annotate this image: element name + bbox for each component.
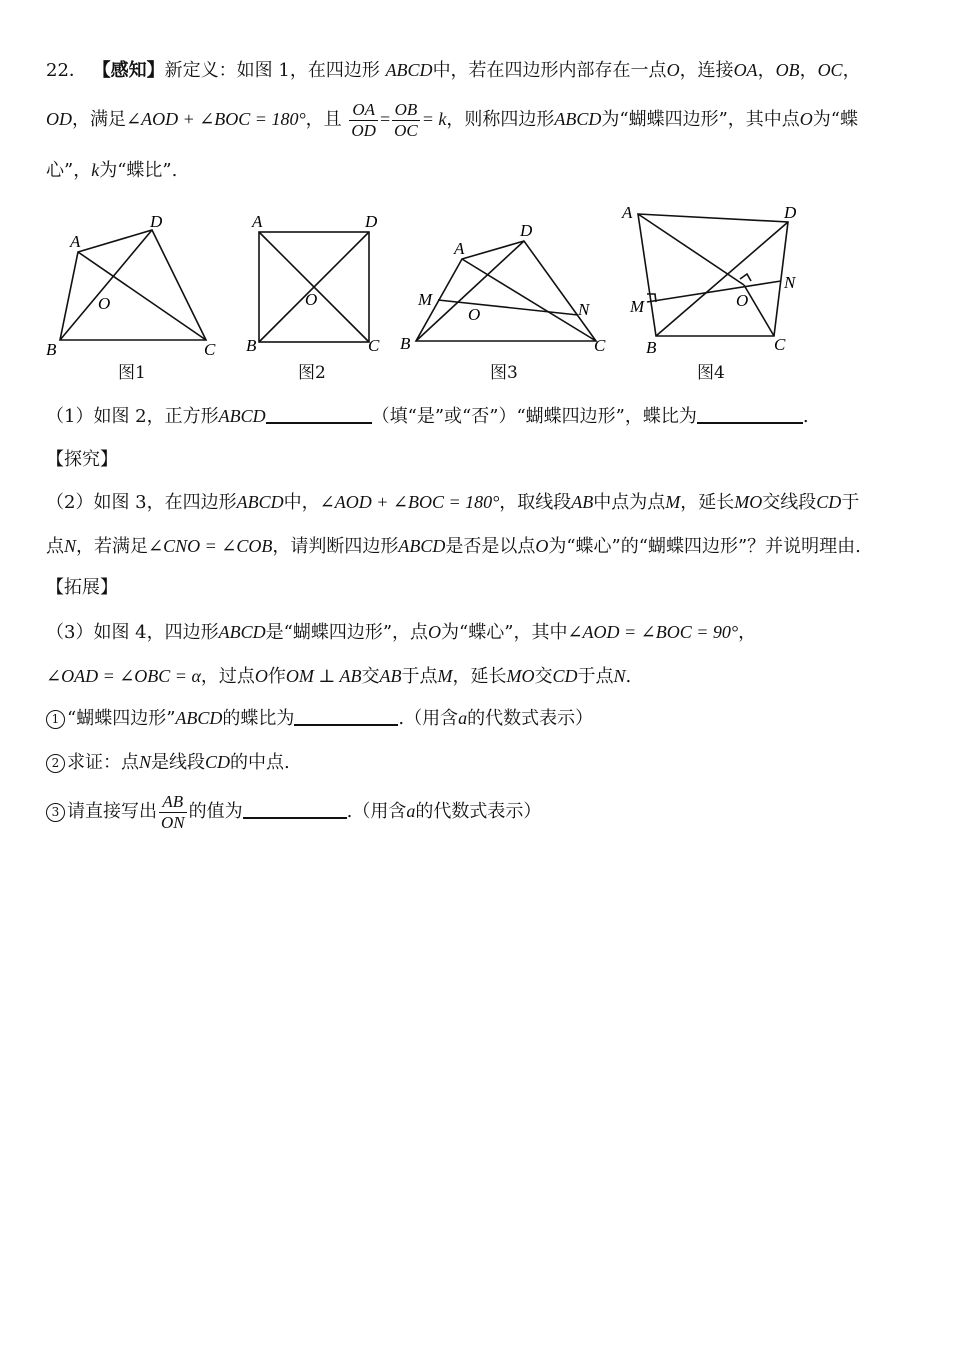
text: .（用含 (398, 708, 459, 729)
text: 为“蝶比”. (99, 160, 178, 181)
math-oc: OC (817, 60, 843, 80)
question-3-line-1 (46, 620, 756, 645)
figure-2-diagram (244, 205, 394, 365)
equals-sign: = (379, 109, 391, 129)
math-condition: ∠CNO = ∠COB (148, 536, 273, 556)
text: . (625, 666, 632, 687)
text: 的代数式表示） (467, 708, 594, 729)
text: 交 (361, 666, 380, 687)
figure-1 (40, 205, 230, 369)
math-o: O (799, 109, 813, 129)
text: 是“蝴蝶四边形”，点 (265, 622, 429, 643)
text: 的代数式表示） (415, 801, 542, 822)
fraction-numerator: AB (159, 792, 187, 813)
label-o: O (98, 294, 111, 313)
text: ，请判断四边形 (272, 536, 399, 557)
label-a: A (454, 239, 465, 258)
math-abcd: ABCD (554, 109, 602, 129)
math-cd: CD (552, 666, 578, 686)
math-ob: OB (775, 60, 800, 80)
circled-number-3: 3 (46, 803, 65, 822)
caption-figure-2: 图2 (298, 363, 326, 383)
math-mo: MO (506, 666, 535, 686)
text: 于点 (577, 666, 614, 687)
text: 新定义：如图 1，在四边形 (164, 60, 380, 81)
text: .（用含 (346, 801, 407, 822)
section-tag-extend: 【拓展】 (46, 577, 118, 598)
math-m: M (437, 666, 453, 686)
text: 交 (534, 666, 553, 687)
label-c: C (368, 336, 380, 355)
label-n: N (784, 273, 796, 292)
text: ， (799, 60, 818, 81)
caption-figure-3: 图3 (490, 363, 518, 383)
label-a: A (622, 203, 633, 222)
section-tag-perceive: 【感知】 (92, 60, 165, 81)
quadrilateral-abcd (60, 230, 206, 340)
math-cd: CD (205, 752, 231, 772)
figure-4-diagram (618, 198, 818, 358)
text: （填“是”或“否”）“蝴蝶四边形”，蝶比为 (371, 406, 697, 427)
question-3-line-2 (46, 664, 631, 689)
figure-2 (244, 205, 394, 369)
math-alpha: a (406, 801, 416, 821)
math-od: OD (46, 109, 72, 129)
text: ，取线段 (499, 492, 572, 513)
fraction-denominator: OD (351, 120, 376, 140)
text: 为“蝶心”，其中 (441, 622, 568, 643)
question-2-line-2 (46, 534, 861, 559)
math-cd: CD (816, 492, 842, 512)
text: ，满足 (72, 109, 126, 130)
text: （3）如图 4，四边形 (46, 622, 219, 643)
segment-oc (744, 285, 774, 336)
text: 为“蝶 (812, 109, 858, 130)
text: ， (757, 60, 776, 81)
text: ，延长 (452, 666, 507, 687)
quadrilateral-abcd (416, 241, 596, 341)
figure-3-diagram (396, 205, 626, 365)
label-m: M (630, 297, 645, 316)
question-1 (46, 404, 809, 429)
answer-blank-1a[interactable] (266, 404, 372, 424)
text: 的值为 (188, 801, 243, 822)
text: （2）如图 3，在四边形 (46, 492, 237, 513)
text: 交线段 (762, 492, 817, 513)
segment-mn (647, 281, 781, 302)
math-n: N (613, 666, 626, 686)
text: ，若满足 (76, 536, 149, 557)
math-abcd: ABCD (218, 406, 266, 426)
math-ab: AB (571, 492, 594, 512)
figure-3 (396, 205, 626, 369)
label-d: D (784, 203, 797, 222)
label-c: C (204, 340, 216, 359)
text: ， (842, 60, 861, 81)
text: ，过点 (200, 666, 255, 687)
segment-ac (462, 259, 596, 341)
figure-1-diagram (40, 205, 230, 365)
math-m: M (665, 492, 681, 512)
sub-question-3 (46, 790, 541, 833)
figure-4 (618, 198, 818, 362)
caption-figure-4: 图4 (697, 363, 725, 383)
answer-blank-1b[interactable] (697, 404, 803, 424)
section-tag-explore: 【探究】 (46, 449, 118, 470)
math-k: k (91, 160, 100, 180)
math-condition: ∠AOD + ∠BOC = 180° (126, 109, 306, 129)
math-o: O (428, 622, 442, 642)
segment-mn (438, 300, 578, 315)
text: 的蝶比为 (222, 708, 295, 729)
label-b: B (46, 340, 57, 359)
label-d: D (150, 212, 163, 231)
label-d: D (365, 212, 378, 231)
answer-blank-3-1[interactable] (294, 706, 398, 726)
math-ab: AB (379, 666, 402, 686)
answer-blank-3-3[interactable] (243, 799, 347, 819)
problem-line-2 (46, 98, 858, 141)
label-a: A (70, 232, 81, 251)
math-equals-k: = k (421, 109, 447, 129)
caption-figure-1: 图1 (118, 363, 146, 383)
text: 心”， (46, 160, 92, 181)
fraction-numerator: OA (349, 100, 378, 121)
problem-line-1 (46, 58, 861, 83)
math-condition: ∠OAD = ∠OBC = α (46, 666, 201, 686)
text: 求证：点 (67, 752, 139, 773)
text: ，延长 (680, 492, 735, 513)
label-c: C (594, 336, 606, 355)
math-mo: MO (734, 492, 763, 512)
text: 中， (283, 492, 320, 513)
label-o: O (468, 305, 481, 324)
text: 是否是以点 (445, 536, 536, 557)
fraction-ab-on (159, 792, 187, 833)
sub-question-1 (46, 706, 593, 731)
text: . (802, 406, 809, 427)
text: 于点 (401, 666, 438, 687)
right-angle-mark-o (740, 274, 751, 281)
quadrilateral-abcd (638, 214, 788, 336)
label-b: B (246, 336, 257, 355)
math-n: N (64, 536, 77, 556)
problem-line-3 (46, 158, 177, 183)
circled-number-2: 2 (46, 754, 65, 773)
math-o: O (535, 536, 549, 556)
problem-number: 22． (46, 60, 87, 81)
text: 点 (46, 536, 64, 557)
text: ，则称四边形 (446, 109, 555, 130)
fraction-ob-oc (392, 100, 420, 141)
math-o: O (666, 60, 680, 80)
math-oa: OA (733, 60, 758, 80)
label-n: N (578, 300, 590, 319)
text: ， (738, 622, 757, 643)
text: （1）如图 2，正方形 (46, 406, 219, 427)
label-o: O (305, 290, 318, 309)
math-abcd: ABCD (385, 60, 433, 80)
text: 作 (267, 666, 286, 687)
math-abcd: ABCD (218, 622, 266, 642)
text: ，且 (305, 109, 342, 130)
text: 的中点. (230, 752, 290, 773)
fraction-oa-od (349, 100, 378, 141)
text: 中，若在四边形内部存在一点 (432, 60, 667, 81)
sub-question-2 (46, 750, 290, 775)
text: 为“蝶心”的“蝴蝶四边形”？并说明理由. (548, 536, 861, 557)
text: ，连接 (679, 60, 734, 81)
label-c: C (774, 335, 786, 354)
question-2-line-1 (46, 490, 859, 515)
label-b: B (646, 338, 657, 357)
fraction-denominator: ON (161, 812, 185, 832)
text: 请直接写出 (67, 801, 157, 822)
text: 于 (841, 492, 860, 513)
text: 是线段 (151, 752, 206, 773)
math-condition: ∠AOD = ∠BOC = 90° (567, 622, 739, 642)
math-n: N (139, 752, 152, 772)
text: “蝴蝶四边形” (67, 708, 176, 729)
label-b: B (400, 334, 411, 353)
label-a: A (252, 212, 263, 231)
math-o: O (254, 666, 268, 686)
label-o: O (736, 291, 749, 310)
text: 中点为点 (593, 492, 666, 513)
math-condition: ∠AOD + ∠BOC = 180° (319, 492, 500, 512)
fraction-denominator: OC (394, 120, 418, 140)
text: 为“蝴蝶四边形”，其中点 (601, 109, 800, 130)
label-m: M (418, 290, 433, 309)
math-abcd: ABCD (175, 708, 223, 728)
fraction-numerator: OB (392, 100, 420, 121)
math-alpha: a (458, 708, 468, 728)
math-abcd: ABCD (398, 536, 446, 556)
math-abcd: ABCD (236, 492, 284, 512)
circled-number-1: 1 (46, 710, 65, 729)
label-d: D (520, 221, 533, 240)
math-perpendicular: OM ⊥ AB (285, 666, 362, 686)
